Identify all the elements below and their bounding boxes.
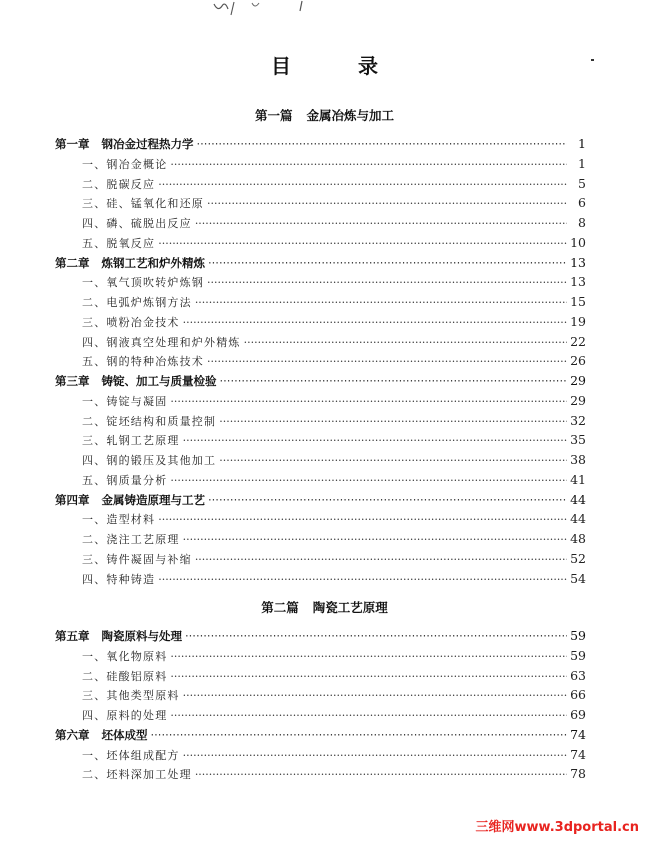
dot-leader	[158, 178, 567, 191]
page-number: 26	[570, 353, 586, 369]
toc-section-row[interactable]	[82, 215, 586, 234]
dot-leader	[195, 768, 567, 781]
dot-leader	[183, 749, 567, 762]
toc-section-row[interactable]	[82, 235, 586, 254]
toc-section-row[interactable]	[82, 156, 586, 175]
dot-leader	[207, 197, 567, 210]
page-number: 29	[570, 373, 586, 388]
page-number: 8	[578, 215, 586, 230]
section-title: 二、浇注工艺原理	[82, 533, 180, 546]
toc-chapter-row[interactable]	[55, 628, 586, 647]
page-number: 59	[570, 647, 586, 663]
dot-leader	[158, 513, 567, 526]
toc-section-row[interactable]	[82, 668, 586, 687]
handwritten-mark	[212, 0, 332, 18]
dot-leader	[208, 493, 567, 507]
section-title: 一、氧化物原料	[82, 649, 168, 663]
dot-leader	[170, 709, 567, 722]
toc-section-row[interactable]	[82, 511, 586, 530]
toc-section-row[interactable]	[82, 413, 586, 432]
chapter-label: 第五章	[55, 629, 90, 643]
part-name: 陶瓷工艺原理	[312, 600, 388, 615]
page-number: 15	[570, 294, 586, 309]
page-number: 69	[570, 707, 586, 722]
dot-leader	[207, 355, 567, 368]
toc-section-row[interactable]	[82, 353, 586, 372]
toc-section-row[interactable]	[82, 766, 586, 785]
part-heading-2	[0, 598, 649, 616]
dot-leader	[183, 689, 567, 702]
chapter-label: 第二章	[55, 255, 90, 270]
toc-section-row[interactable]	[82, 531, 586, 550]
toc-section-row[interactable]	[82, 747, 586, 766]
chapter-title: 坯体成型	[101, 727, 148, 742]
section-title: 三、喷粉冶金技术	[82, 315, 180, 329]
toc-section-row[interactable]	[82, 707, 586, 726]
section-title: 四、钢液真空处理和炉外精炼	[82, 335, 241, 349]
section-title: 二、电弧炉炼钢方法	[82, 296, 192, 309]
page-title: 目 录	[271, 54, 408, 78]
toc-section-row[interactable]	[82, 294, 586, 313]
page-number: 54	[570, 570, 586, 586]
dot-leader	[183, 434, 567, 447]
page-number: 13	[570, 274, 586, 290]
section-title: 三、硅、锰氧化和还原	[82, 197, 204, 211]
page-number: 1	[578, 136, 586, 151]
dot-leader	[208, 256, 567, 270]
section-title: 二、坯料深加工处理	[82, 768, 192, 782]
page-number: 74	[570, 746, 586, 762]
dot-leader	[185, 629, 567, 643]
toc-section-row[interactable]	[82, 432, 586, 451]
section-title: 一、氧气顶吹转炉炼钢	[82, 276, 204, 290]
page-number: 6	[578, 195, 586, 211]
page-number: 10	[570, 234, 586, 250]
dot-leader	[170, 670, 567, 683]
dot-leader	[195, 217, 567, 230]
dot-leader	[220, 374, 568, 388]
dot-leader	[170, 650, 567, 663]
section-title: 一、钢冶金概论	[82, 157, 168, 171]
section-title: 二、锭坯结构和质量控制	[82, 414, 217, 428]
chapter-title: 陶瓷原料与处理	[101, 629, 182, 643]
page-number: 44	[570, 491, 586, 507]
dot-leader	[195, 296, 567, 309]
page-number: 66	[570, 687, 586, 703]
toc-chapter-row[interactable]	[55, 373, 586, 392]
dot-leader	[158, 237, 567, 250]
chapter-label: 第三章	[55, 374, 90, 388]
chapter-label: 第四章	[55, 492, 90, 507]
section-title: 一、坯体组成配方	[82, 748, 180, 762]
page-number: 41	[570, 471, 586, 487]
toc-chapter-row[interactable]	[55, 492, 586, 511]
page-number: 13	[570, 254, 586, 270]
watermark-text: 三维网www.3dportal.cn	[475, 820, 639, 835]
section-title: 三、铸件凝固与补缩	[82, 552, 192, 566]
toc-section-row[interactable]	[82, 195, 586, 214]
part-heading-1	[0, 106, 649, 124]
page-number: 5	[578, 175, 586, 191]
toc-section-row[interactable]	[82, 176, 586, 195]
page-number: 38	[570, 452, 586, 467]
dot-leader	[244, 336, 567, 349]
dot-leader	[151, 728, 568, 742]
section-title: 四、磷、硫脱出反应	[82, 217, 192, 230]
section-title: 五、钢的特种冶炼技术	[82, 355, 204, 369]
toc-section-row[interactable]	[82, 334, 586, 353]
page-number: 63	[570, 667, 586, 683]
toc-section-row[interactable]	[82, 472, 586, 491]
dot-leader	[183, 316, 567, 329]
toc-chapter-row[interactable]	[55, 136, 586, 155]
toc-section-row[interactable]	[82, 648, 586, 667]
dot-leader	[158, 573, 567, 586]
toc-section-row[interactable]	[82, 687, 586, 706]
section-title: 二、硅酸铝原料	[82, 669, 168, 683]
chapter-label: 第六章	[55, 727, 90, 742]
section-title: 三、轧钢工艺原理	[82, 434, 180, 448]
toc-section-row[interactable]	[82, 452, 586, 471]
page-number: 74	[570, 726, 586, 742]
dot-leader	[170, 474, 567, 487]
page-number: 48	[570, 531, 586, 546]
section-title: 五、脱氧反应	[82, 236, 156, 250]
toc-section-row[interactable]	[82, 551, 586, 570]
chapter-title: 金属铸造原理与工艺	[101, 492, 205, 507]
dot-leader	[170, 158, 567, 171]
toc-section-row[interactable]	[82, 274, 586, 293]
section-title: 一、铸锭与凝固	[82, 394, 168, 408]
toc-chapter-row[interactable]	[55, 255, 586, 274]
dot-leader	[207, 276, 567, 289]
part-label: 第二篇	[261, 600, 299, 615]
section-title: 五、钢质量分析	[82, 473, 168, 487]
section-title: 一、造型材料	[82, 513, 156, 527]
dot-leader	[195, 553, 567, 566]
dot-leader	[197, 137, 568, 151]
chapter-title: 铸锭、加工与质量检验	[101, 374, 217, 388]
dot-leader	[170, 395, 567, 408]
section-title: 四、钢的锻压及其他加工	[82, 454, 217, 467]
section-title: 三、其他类型原料	[82, 689, 180, 703]
page-number: 78	[570, 766, 586, 782]
section-title: 四、原料的处理	[82, 709, 168, 722]
dot-leader	[219, 415, 567, 428]
page-number: 19	[570, 313, 586, 329]
toc-section-row[interactable]	[82, 314, 586, 333]
page-number: 59	[570, 628, 586, 643]
toc-chapter-row[interactable]	[55, 727, 586, 746]
page-number: 29	[570, 392, 586, 408]
chapter-title: 钢冶金过程热力学	[101, 137, 194, 151]
page-number: 35	[570, 432, 586, 448]
chapter-title: 炼钢工艺和炉外精炼	[101, 255, 205, 270]
toc-section-row[interactable]	[82, 571, 586, 590]
page-number: 32	[570, 412, 586, 428]
dot-leader	[183, 533, 567, 546]
part-name: 金属冶炼与加工	[306, 108, 395, 123]
section-title: 四、特种铸造	[82, 572, 156, 586]
page-number: 44	[570, 511, 586, 527]
page-number: 1	[578, 155, 586, 171]
dot-leader	[219, 454, 567, 467]
part-label: 第一篇	[254, 108, 293, 123]
page-number: 22	[570, 333, 586, 349]
chapter-label: 第一章	[55, 137, 90, 151]
toc-section-row[interactable]	[82, 393, 586, 412]
section-title: 二、脱碳反应	[82, 177, 156, 191]
page-number: 52	[570, 550, 586, 566]
